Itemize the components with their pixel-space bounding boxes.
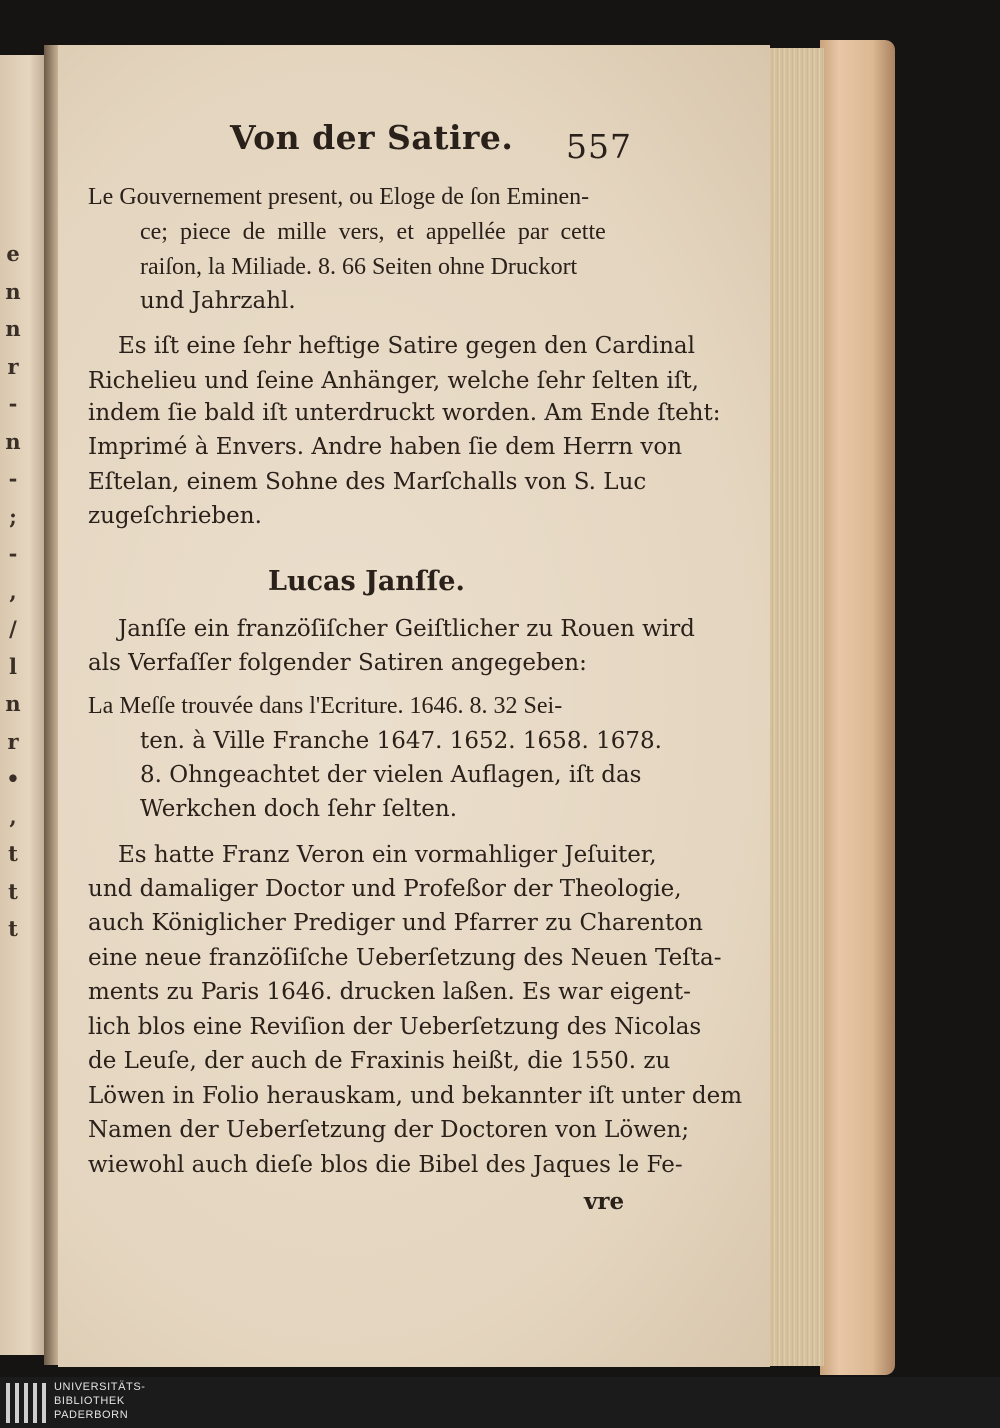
- para3-line: Namen der Ueberſetzung der Doctoren von Löwen;: [88, 1117, 690, 1143]
- para3-line: Es hatte Franz Veron ein vormahliger Jeſuiter,: [118, 842, 657, 868]
- para3-line: de Leuſe, der auch de Fraxinis heißt, die 1550. zu: [88, 1048, 671, 1074]
- para3-line: eine neue franzöſiſche Ueberſetzung des Neuen Teſta-: [88, 945, 722, 971]
- entry2-line: La Meſſe trouvée dans l'Ecriture. 1646. 8. 32 Sei-: [88, 693, 563, 719]
- entry1-line: und Jahrzahl.: [140, 288, 296, 314]
- para3-line: auch Königlicher Prediger und Pfarrer zu Charenton: [88, 910, 703, 936]
- para1-line: Es iſt eine ſehr heftige Satire gegen den Cardinal: [118, 333, 695, 359]
- book-cover-edge: [820, 40, 895, 1375]
- entry2-line: ten. à Ville Franche 1647. 1652. 1658. 1678.: [140, 728, 662, 754]
- para1-line: indem ſie bald iſt unterdruckt worden. Am Ende ſteht:: [88, 400, 721, 426]
- entry1-line: ce; piece de mille vers, et appellée par cette: [140, 219, 606, 245]
- entry1-line: Le Gouvernement present, ou Eloge de ſon Eminen-: [88, 184, 590, 210]
- entry2-line: 8. Ohngeachtet der vielen Auflagen, iſt das: [140, 762, 642, 788]
- para1-line: Richelieu und ſeine Anhänger, welche ſehr ſelten iſt,: [88, 368, 699, 394]
- para3-line: lich blos eine Reviſion der Ueberſetzung des Nicolas: [88, 1014, 702, 1040]
- para3-line: wiewohl auch dieſe blos die Bibel des Jaques le Fe-: [88, 1152, 683, 1178]
- para2-line: Janſſe ein franzöſiſcher Geiſtlicher zu Rouen wird: [118, 616, 695, 642]
- para2-line: als Verfaſſer folgender Satiren angegeben:: [88, 650, 587, 676]
- running-head: Von der Satire.: [230, 118, 514, 157]
- para3-line: und damaliger Doctor und Profeßor der Theologie,: [88, 876, 682, 902]
- para1-line: Eſtelan, einem Sohne des Marſchalls von S. Luc: [88, 469, 647, 495]
- catchword: vre: [584, 1188, 625, 1215]
- section-heading: Lucas Janſſe.: [268, 566, 465, 597]
- para1-line: Imprimé à Envers. Andre haben ſie dem Herrn von: [88, 434, 683, 460]
- para3-line: ments zu Paris 1646. drucken laßen. Es war eigent-: [88, 979, 691, 1005]
- entry1-line: raiſon, la Miliade. 8. 66 Seiten ohne Druckort: [140, 254, 578, 280]
- library-name: UNIVERSITÄTS- BIBLIOTHEK PADERBORN: [54, 1381, 146, 1421]
- para1-line: zugeſchrieben.: [88, 503, 262, 529]
- entry2-line: Werkchen doch ſehr ſelten.: [140, 796, 458, 822]
- page-number: 557: [566, 127, 632, 166]
- para3-line: Löwen in Folio herauskam, und bekannter iſt unter dem: [88, 1083, 743, 1109]
- page-edges: [766, 48, 824, 1366]
- facing-page-fragments: e n n r - n - ; - , / l n r • , t t t: [5, 241, 21, 941]
- library-logo-icon: [6, 1383, 46, 1423]
- facing-page: [0, 55, 48, 1355]
- library-footer: [0, 1377, 1000, 1428]
